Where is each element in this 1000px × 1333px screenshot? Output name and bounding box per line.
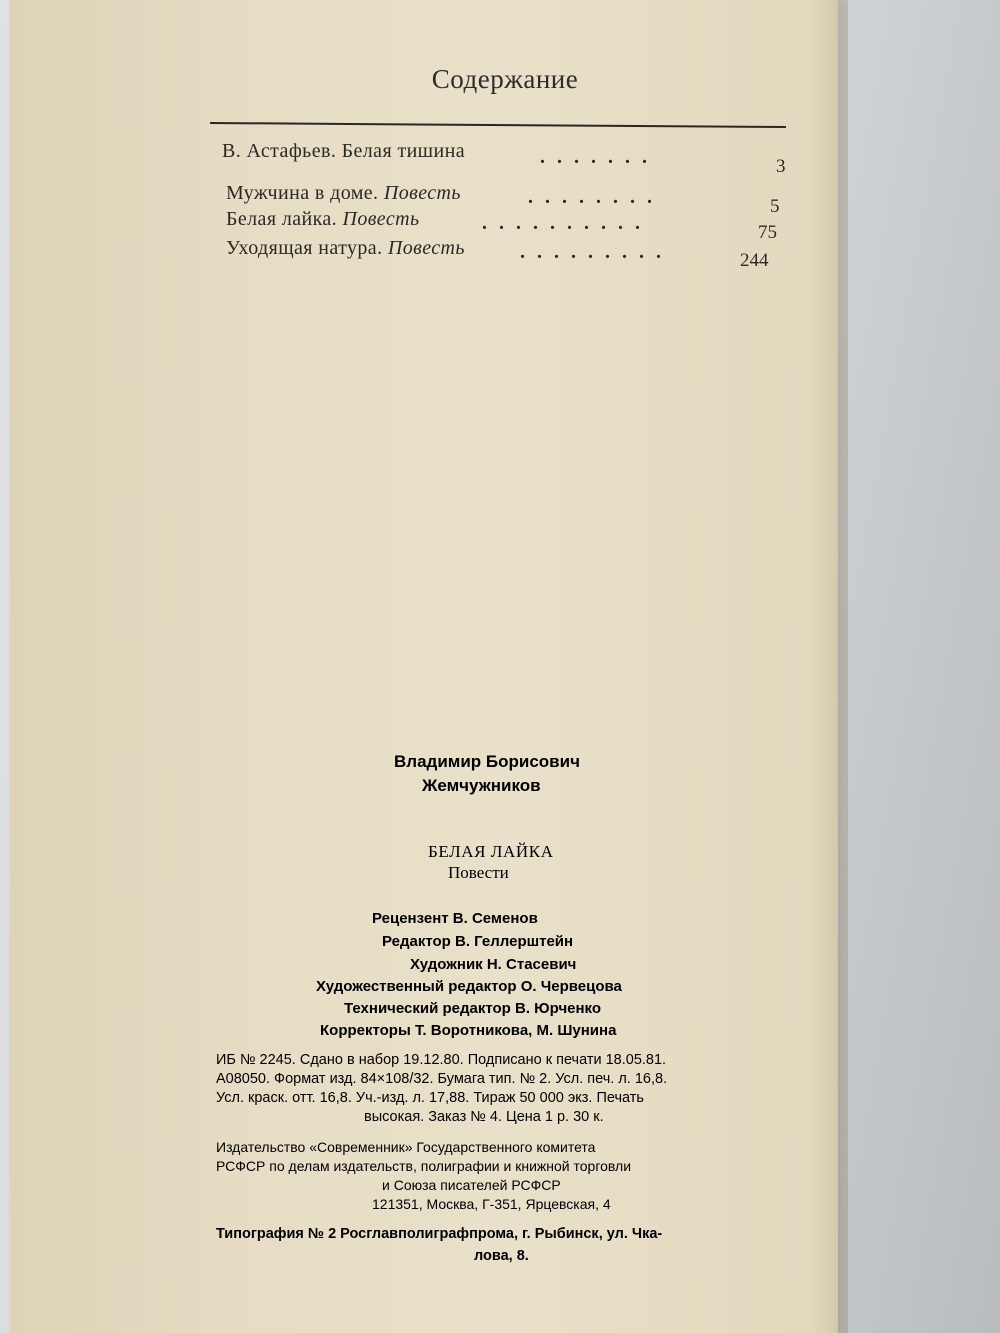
toc-entry-1 [222, 140, 465, 163]
printer-line-1: Типография № 2 Росглавполиграфпрома, г. Рыбинск, ул. Чка- [216, 1226, 663, 1242]
toc-entry-genre: Повесть [387, 237, 465, 259]
book-subtitle: Повести [448, 863, 509, 882]
publisher-line-3: и Союза писателей РСФСР [382, 1177, 561, 1193]
toc-leader-dots: ......... [520, 241, 673, 263]
page-edge-shading [810, 0, 848, 1333]
book-title: БЕЛАЯ ЛАЙКА [428, 842, 554, 861]
toc-entry-page: 75 [758, 222, 777, 243]
author-first-name: Владимир Борисович [394, 752, 580, 771]
credit-proofreaders: Корректоры Т. Воротникова, М. Шунина [320, 1022, 617, 1039]
toc-entry-title: Уходящая натура. [226, 237, 383, 259]
credit-reviewer: Рецензент В. Семенов [372, 910, 538, 927]
print-details-line-1: ИБ № 2245. Сдано в набор 19.12.80. Подписано к печати 18.05.81. [216, 1052, 667, 1068]
author-last-name: Жемчужников [422, 776, 541, 795]
publisher-address: 121351, Москва, Г-351, Ярцевская, 4 [372, 1196, 611, 1212]
toc-entry-page: 3 [776, 156, 786, 177]
toc-entry-3 [226, 208, 419, 231]
toc-entry-2 [226, 182, 461, 205]
toc-entry-title: В. Астафьев. Белая тишина [222, 140, 465, 162]
credit-tech-editor: Технический редактор В. Юрченко [344, 1000, 602, 1017]
print-details-line-3: Усл. краск. отт. 16,8. Уч.-изд. л. 17,88. Тираж 50 000 экз. Печать [216, 1090, 644, 1106]
publisher-line-1: Издательство «Современник» Государственного комитета [216, 1139, 596, 1155]
toc-heading: Содержание [431, 64, 579, 94]
toc-leader-dots: ........ [528, 186, 664, 208]
toc-entry-genre: Повесть [342, 208, 420, 230]
publisher-line-2: РСФСР по делам издательств, полиграфии и книжной торговли [216, 1158, 632, 1174]
print-details-line-2: А08050. Формат изд. 84×108/32. Бумага тип. № 2. Усл. печ. л. 16,8. [216, 1071, 668, 1087]
print-details-line-4: высокая. Заказ № 4. Цена 1 р. 30 к. [364, 1109, 604, 1125]
toc-leader-dots: .......... [482, 212, 652, 234]
printer-line-2: лова, 8. [474, 1248, 529, 1264]
credit-art-editor: Художественный редактор О. Червецова [316, 978, 622, 995]
toc-entry-title: Мужчина в доме. [226, 182, 379, 204]
toc-leader-dots: ....... [540, 146, 659, 168]
toc-entry-4 [226, 237, 465, 260]
toc-entry-page: 244 [740, 250, 769, 271]
toc-entry-title: Белая лайка. [226, 208, 338, 230]
toc-entry-page: 5 [770, 196, 780, 217]
toc-entry-genre: Повесть [383, 182, 461, 204]
credit-artist: Художник Н. Стасевич [410, 956, 577, 973]
credit-editor: Редактор В. Геллерштейн [382, 933, 574, 950]
